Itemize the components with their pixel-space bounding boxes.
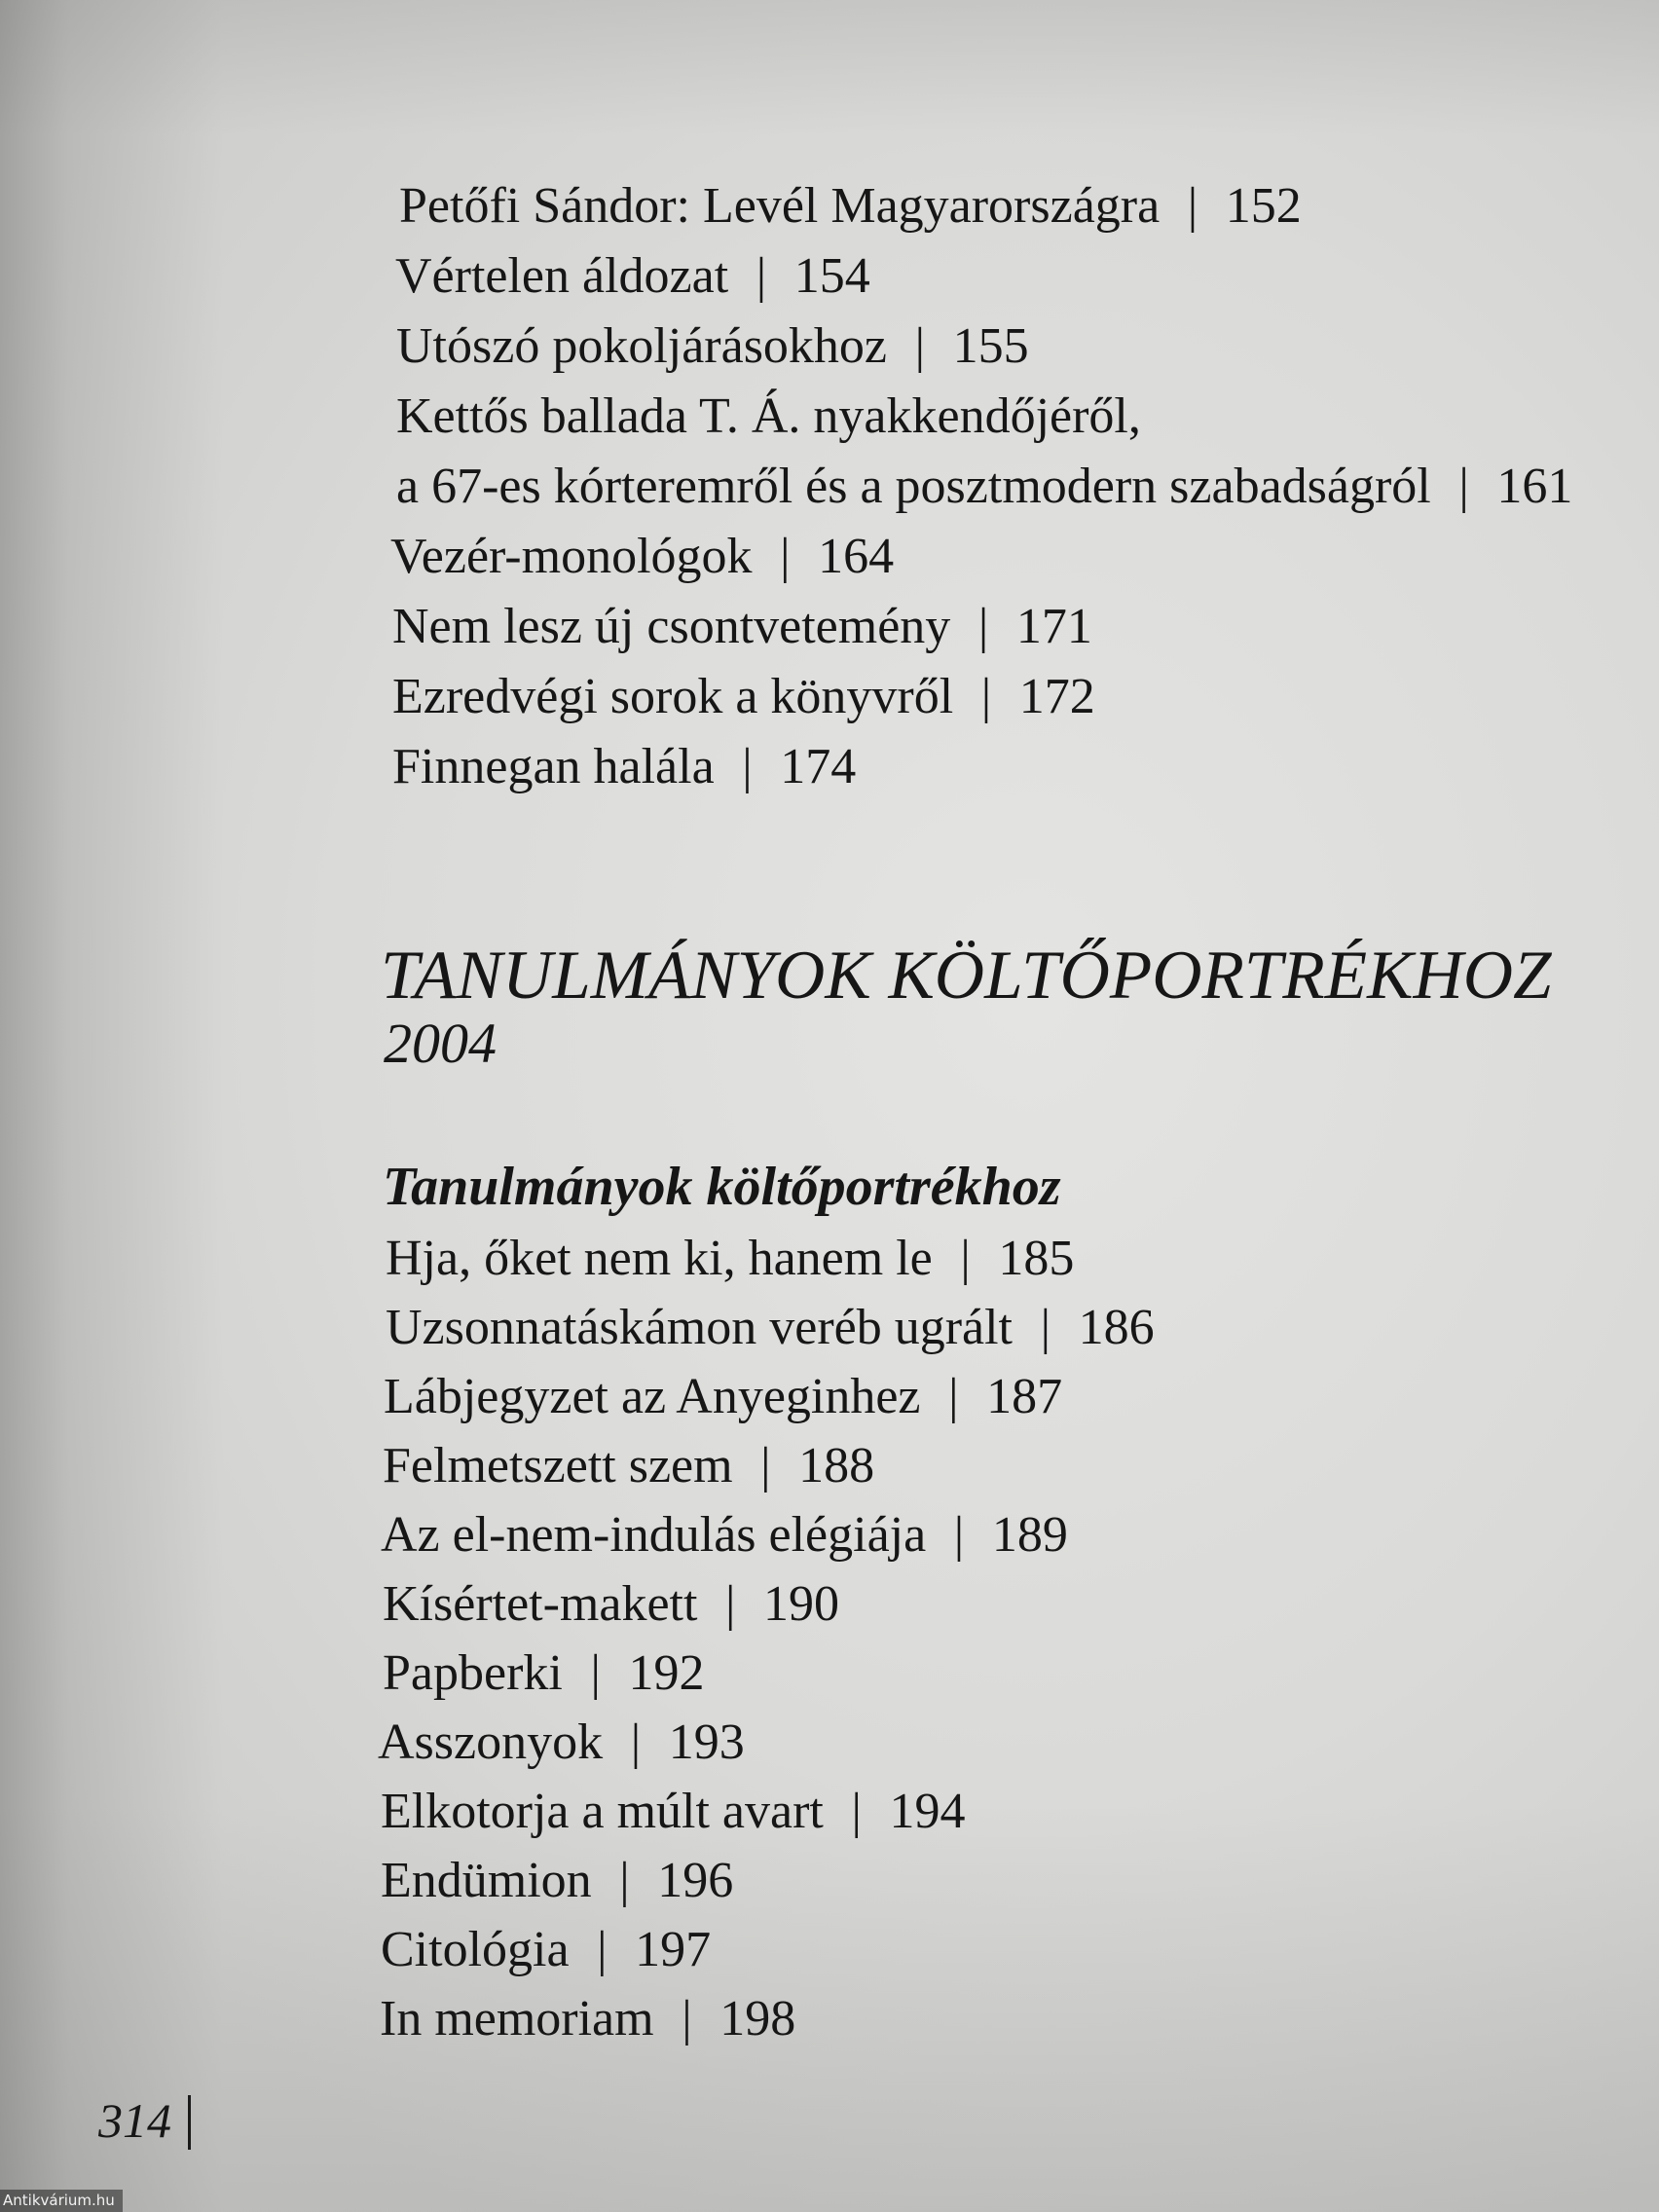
toc-entry-page-number: 187 — [986, 1369, 1063, 1424]
toc-entry-title: Uzsonnatáskámon veréb ugrált — [386, 1300, 1014, 1355]
toc-entry-title: Ezredvégi sorok a könyvről — [392, 669, 954, 724]
toc-entry-title: Asszonyok — [378, 1714, 604, 1770]
toc-entry-page-number: 161 — [1496, 459, 1573, 514]
toc-separator: | — [682, 1991, 692, 2046]
toc-entry-page-number: 190 — [763, 1576, 840, 1632]
toc-entry-title: Az el-nem-indulás elégiája — [381, 1507, 927, 1563]
toc-entry — [381, 1915, 1155, 1984]
toc-entry-title: In memoriam — [380, 1991, 654, 2046]
toc-entry-title: Finnegan halála — [392, 739, 715, 794]
toc-entry — [378, 1708, 1155, 1777]
toc-entry-multiline — [390, 382, 1572, 522]
toc-entry — [384, 1362, 1155, 1431]
toc-entry — [380, 1984, 1155, 2053]
toc-separator: | — [948, 1369, 959, 1424]
toc-separator: | — [1187, 178, 1198, 234]
toc-entry-title: Vértelen áldozat — [395, 248, 729, 304]
toc-entry — [386, 1293, 1155, 1362]
toc-entry-page-number: 198 — [719, 1991, 796, 2046]
section-heading: TANULMÁNYOK KÖLTŐPORTRÉKHOZ — [381, 938, 1552, 1014]
toc-entry-title: Elkotorja a múlt avart — [381, 1784, 824, 1839]
toc-entry — [383, 1431, 1155, 1500]
toc-entry — [395, 241, 1572, 312]
toc-entry-page-number: 186 — [1078, 1300, 1155, 1355]
toc-separator: | — [914, 318, 926, 374]
toc-entry — [381, 1777, 1155, 1846]
toc-entry-page-number: 188 — [798, 1438, 875, 1493]
toc-separator: | — [780, 529, 791, 584]
toc-entry — [383, 1639, 1155, 1708]
toc-entry-page-number: 197 — [635, 1922, 712, 1977]
toc-separator: | — [630, 1714, 642, 1770]
toc-entry-page-number: 196 — [657, 1853, 734, 1908]
toc-entry-page-number: 189 — [991, 1507, 1068, 1563]
toc-entry-title-line — [396, 382, 1572, 452]
toc-entry — [392, 592, 1572, 662]
toc-separator: | — [597, 1922, 608, 1977]
toc-entry-page-number: 194 — [889, 1784, 966, 1839]
toc-entry-page-number: 192 — [628, 1645, 705, 1701]
toc-entry-title: Utószó pokoljárásokhoz — [396, 318, 888, 374]
folio-page-number: 314 — [98, 2093, 171, 2148]
toc-entry-page-number: 172 — [1018, 669, 1095, 724]
toc-entry-title: Felmetszett szem — [383, 1438, 733, 1493]
toc-separator: | — [760, 1438, 771, 1493]
toc-separator: | — [742, 739, 753, 794]
toc-entry-page-number: 152 — [1225, 178, 1302, 234]
toc-entry-title: Vezér-monológok — [390, 529, 753, 584]
section-year: 2004 — [384, 1012, 497, 1075]
toc-entry-title: Petőfi Sándor: Levél Magyarországra — [399, 178, 1161, 234]
toc-entry — [396, 312, 1572, 382]
toc-separator: | — [1040, 1300, 1051, 1355]
toc-separator: | — [977, 599, 989, 654]
toc-separator: | — [960, 1231, 971, 1286]
toc-entry — [381, 1846, 1155, 1915]
toc-entry — [392, 662, 1572, 732]
toc-separator: | — [756, 248, 767, 304]
toc-entry-title-line — [396, 452, 1572, 522]
toc-entry-title: Lábjegyzet az Anyeginhez — [384, 1369, 921, 1424]
toc-entry-page-number: 164 — [818, 529, 895, 584]
toc-entry — [386, 1224, 1155, 1293]
toc-entry-page-number: 154 — [793, 248, 870, 304]
toc-entry-title: Nem lesz új csontvetemény — [392, 599, 951, 654]
toc-entry-page-number: 185 — [998, 1231, 1075, 1286]
toc-entry-title: Kettős ballada T. Á. nyakkendőjéről, — [396, 388, 1141, 444]
toc-separator: | — [590, 1645, 601, 1701]
toc-entry — [390, 522, 1572, 592]
toc-separator: | — [953, 1507, 965, 1563]
toc-entry-title: Kísértet-makett — [383, 1576, 698, 1632]
toc-list-previous-section — [390, 171, 1572, 802]
toc-entry-title: Endümion — [381, 1853, 592, 1908]
toc-entry-title: Hja, őket nem ki, hanem le — [386, 1231, 933, 1286]
toc-entry — [381, 1500, 1155, 1569]
toc-separator: | — [980, 669, 992, 724]
folio-rule — [188, 2095, 191, 2150]
toc-entry — [392, 732, 1572, 802]
watermark: Antikvárium.hu — [3, 2192, 115, 2209]
toc-entry-page-number: 171 — [1015, 599, 1092, 654]
toc-entry-page-number: 155 — [952, 318, 1029, 374]
toc-entry-page-number: 193 — [668, 1714, 745, 1770]
toc-separator: | — [619, 1853, 630, 1908]
toc-list-section — [378, 1224, 1155, 2053]
toc-entry — [399, 171, 1572, 241]
toc-separator: | — [851, 1784, 862, 1839]
toc-entry-title: a 67-es kórteremről és a posztmodern szabadságról — [396, 459, 1431, 514]
toc-separator: | — [725, 1576, 736, 1632]
toc-entry-title: Citológia — [381, 1922, 570, 1977]
toc-entry — [383, 1569, 1155, 1639]
toc-entry-page-number: 174 — [780, 739, 857, 794]
toc-entry-title: Papberki — [383, 1645, 563, 1701]
subsection-title: Tanulmányok költőportrékhoz — [383, 1157, 1061, 1217]
toc-separator: | — [1458, 459, 1469, 514]
